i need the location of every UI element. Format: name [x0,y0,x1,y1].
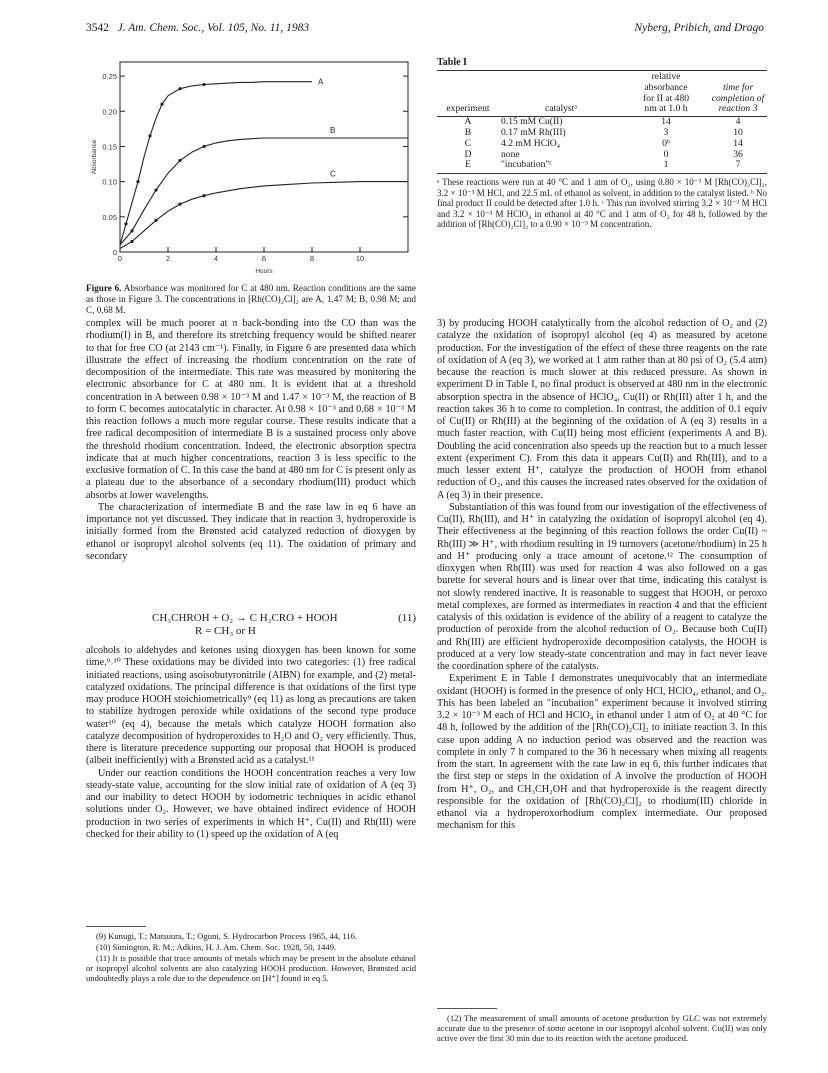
table-notes: ᵃ These reactions were run at 40 °C and 1 atm of O₂, using 0.80 × 10⁻³ M [Rh(CO)₂Cl]₂, 3.2 × 10⁻³ M HCl, and 22.5 mL of ethanol as solvent, in addition to the catalyst listed. ᵇ No final product II could be detected after 1.0 h. ᶜ This run involved stirring 3.2 × 10⁻³ M HCl and 3.2 × 10⁻³ M HClO₄ in ethanol at 40 °C and 1 atm of O₂ for 48 h, followed by the addition of [Rh(CO)₂Cl]₂ to a 0.90 × 10⁻³ M concentration. [437,177,767,230]
right-footnotes [437,1013,767,1044]
footnote-divider [86,926,146,927]
table-row [437,139,767,150]
y-tick-label: 0.20 [102,107,117,117]
data-point [160,103,163,106]
table-row [437,128,767,139]
running-header-authors: Nyberg, Pribich, and Drago [634,22,764,34]
data-point [178,203,181,206]
header-line: relative [651,71,681,82]
cell-absorbance: 0 [663,148,669,160]
data-point [154,188,157,191]
data-point [178,87,181,90]
cell-time: 36 [733,148,743,160]
table-row [437,150,767,161]
running-header-left [86,22,309,34]
table-row [437,160,767,173]
paragraph: Under our reaction conditions the HOOH concentration reaches a very low steady-state value, accounting for the slow initial rate of oxidation of A (eq 3) and our inability to detect HOOH by iodometric techniques in acidic ethanol solutions under O₂. However, we have obtained indirect evidence of HOOH production in two series of experiments in which H⁺, Cu(II) and Rh(III) were checked for their ability to (1) speed up the oxidation of A (eq [86,767,416,840]
column-header-time [709,71,767,117]
y-tick-label: 0.10 [102,177,117,187]
journal-citation: J. Am. Chem. Soc., Vol. 105, No. 11, 1983 [117,22,310,34]
paragraph: 3) by producing HOOH catalytically from the alcohol reduction of O₂ and (2) catalyze the oxidation of isopropyl alcohol (eq 4) as measured by acetone production. For the investigation of the effect of these three reagents on the rate of oxidation of A (eq 3), we worked at 1 atm rather than at 80 psi of O₂ (5.4 atm) because the reaction is much slower at this reduced pressure. As shown in experiment D in Table I, no final product is observed at 480 nm in the electronic absorption spectra in the absence of HClO₄, Cu(II) or Rh(III) after 1 h, and the reaction takes 36 h to come to completion. In contrast, the addition of 0.1 equiv of Cu(II) or Rh(III) at the beginning of the oxidation of A (eq 3) results in a much faster reaction, with Cu(II) being most efficient (experiments A and B). Doubling the acid concentration also speeds up the reaction but to a much lesser extent (experiment C). From this data it appears Cu(II) and Rh(III), and to a much lesser extent H⁺, catalyze the production of HOOH from ethanol reduction of O₂, and this causes the increased rates observed for the oxidation of A (eq 3) in their presence. [437,318,767,501]
series-label-c: C [330,169,336,179]
figure-caption-label: Figure 6. [86,283,122,293]
cell-time: 4 [735,116,741,128]
header-line: reaction 3 [718,103,758,115]
plot-frame [120,62,408,252]
equation-number: (11) [398,612,416,624]
column-header-absorbance [623,71,709,117]
footnote-10: (10) Simington, R. M.; Adkins, H. J. Am. Chem. Soc. 1928, 50, 1449. [96,942,337,952]
left-column-text-top [86,318,416,563]
y-tick-label: 0.15 [102,142,117,152]
left-column-text-bottom [86,645,416,841]
paragraph: The characterization of intermediate B and the rate law in eq 6 have an importance not yet discussed. They indicate that in reaction 3, hydroperoxide is initially formed from the Brønsted acid catalyzed reduction of dioxygen by ethanol or isopropyl alcohol solvents (eq 11). The oxidation of primary and secondary [86,501,416,562]
x-tick-label: 2 [165,254,171,263]
cell-catalyst: 0.15 mM Cu(II) [501,116,563,128]
column-header-catalyst: catalystᵃ [545,103,577,115]
data-point [202,83,205,86]
data-point [130,229,133,232]
cell-time: 14 [733,137,743,149]
footnote-9: (9) Kunugi, T.; Matsuura, T.; Oguni, S. Hydrocarbon Process 1965, 44, 116. [96,931,358,941]
x-tick-label: 0 [117,254,123,263]
cell-experiment: C [464,137,472,149]
paragraph: complex will be much poorer at π back-bonding into the CO than was the rhodium(I) in B, and therefore its stretching frequency would be shifted nearer to that for free CO (at 2143 cm⁻¹). Finally, in Figure 6 are presented data which illustrate the effect of increasing the rhodium concentration on the rate of decomposition of the intermediate. This rate was measured by monitoring the electronic absorbance for C at 480 nm. It is evident that at a threshold concentration in A between 0.98 × 10⁻³ M and 1.47 × 10⁻³ M, the reaction of B to form C becomes autocatalytic in character. At 0.98 × 10⁻³ and 0.68 × 10⁻³ M this reaction follows a much more regular course. These results indicate that a free radical decomposition of intermediate B is a sustained process only above the threshold rhodium concentration. Indeed, the electronic absorption spectra indicate that at much higher concentrations, reaction 3 is less specific to the exclusive formation of C. In this case the band at 480 nm for C is present only as a plateau due to the absorbance of a secondary rhodium(III) product which absorbs at lower wavelengths. [86,318,416,501]
header-line: completion of [711,92,765,104]
footnote-11: (11) It is possible that trace amounts of metals which may be present in the absolute ethanol or isopropyl alcohol solvents are also catalyzing HOOH production. However, Brønsted acid undoubtedly plays a role due to the dependence on [H⁺] found in eq 5. [86,953,416,983]
x-axis-label: Hours [255,268,273,275]
footnote-divider [437,1008,497,1009]
figure-caption-text: Absorbance was monitored for C at 480 nm. Reaction conditions are the same as those in Figure 3. The concentrations in [Rh(CO)₂Cl]₂ are A, 1.47 M; B, 0.98 M; and C, 0.68 M. [86,283,416,315]
footnote-12: (12) The measurement of small amounts of acetone production by GLC was not extremely accurate due to the presence of some acetone in our isopropyl alcohol solvent. Cu(II) was only active over the first 30 min due to its reaction with the acetone produced. [437,1013,767,1043]
data-point [202,145,205,148]
y-tick-label: 0.25 [102,72,117,82]
data-point [148,134,151,137]
table-title: Table I [437,57,467,68]
data-point [202,194,205,197]
left-footnotes [86,931,416,984]
x-tick-label: 4 [213,254,219,263]
y-tick-label: 0 [112,248,117,257]
page-number: 3542 [86,22,109,34]
series-line-b [120,138,408,245]
cell-time: 7 [735,159,741,171]
series-line-a [120,82,312,245]
data-point [136,180,139,183]
header-line: for II at 480 [642,92,690,104]
series-label-b: B [330,126,336,135]
column-header-experiment: experiment [446,103,490,115]
cell-catalyst: none [501,148,520,160]
paragraph: Substantiation of this was found from our investigation of the effectiveness of Cu(II), Rh(III), and H⁺ in catalyzing the oxidation of isopropyl alcohol (eq 4). Their effectiveness at the beginning of this reaction follows the order Cu(II) ~ Rh(III) ≫ H⁺, with rhodium resulting in 19 turnovers (acetone/rhodium) in 25 h and H⁺ producing only a trace amount of acetone.¹² The consumption of dioxygen when Rh(III) was used for reaction 4 was also followed on a gas burette for several hours and is linear over that time, indicating this catalyst is not slowly rendered inactive. It is reasonable to suggest that HOOH, or peroxo metal complexes, are formed as intermediates in reaction 4 and that the efficient catalysis of this oxidation is evidence of the ability of a reagent to catalyze the production of peroxide from the alcohol reduction of O₂. Because both Cu(II) and Rh(III) are efficient hydroperoxide decomposition catalysts, the HOOH is produced at a very low steady-state concentration and may in fact never leave the coordination sphere of the catalysts. [437,501,767,672]
cell-catalyst: "incubation"ᶜ [501,159,552,171]
equation-substituent: R = CH₃ or H [195,625,256,637]
y-tick-label: 0.05 [102,212,117,222]
data-point [130,240,133,243]
figure-caption [86,283,416,316]
cell-experiment: D [464,148,472,160]
cell-absorbance: 14 [661,116,671,128]
cell-catalyst: 0.17 mM Rh(III) [501,126,566,138]
cell-absorbance: 3 [663,126,669,138]
data-point [154,219,157,222]
cell-absorbance: 1 [663,159,669,171]
table-1 [437,70,767,174]
right-column-text [437,318,767,833]
cell-time: 10 [733,126,743,138]
cell-experiment: E [465,159,471,171]
header-line: absorbance [644,81,688,93]
figure-6-chart [86,56,416,278]
cell-absorbance: 0ᵇ [662,137,670,149]
header-line: time for [722,81,754,93]
data-point [178,159,181,162]
table-row [437,117,767,128]
series-label-a: A [318,77,324,87]
data-point [124,222,127,225]
equation-body: CH₃CHROH + O₂ → C H₃CRO + HOOH [152,612,338,624]
table-header-row [437,71,767,117]
cell-experiment: A [464,116,472,128]
series-line-c [120,182,408,249]
y-axis-label: Absorbance [91,139,98,175]
x-tick-label: 8 [309,254,315,263]
paragraph: alcohols to aldehydes and ketones using dioxygen has been known for some time.⁹˒¹⁰ These oxidations may be divided into two categories: (1) free radical initiated reactions, using asoisobutyronitrile (AIBN) for example, and (2) metal-catalyzed oxidations. The principal difference is that oxidations of the first type may produce HOOH stoichiometrically⁹ (eq 11) as long as precautions are taken to stabilize hydrogen peroxide while oxidations of the second type produce water¹⁰ (eq 4), because the metals which catalyze HOOH formation also catalyze decomposition of hydroperoxides to H₂O and O₂ very efficiently. Thus, there is literature precedence supporting our proposal that HOOH is produced (albeit inefficiently) with a Brønsted acid as a catalyst.¹¹ [86,645,416,767]
cell-catalyst: 4.2 mM HClO₄ [501,137,561,149]
cell-experiment: B [464,126,472,138]
x-tick-label: 10 [355,254,365,263]
header-line: nm at 1.0 h [644,103,688,115]
paragraph: Experiment E in Table I demonstrates unequivocably that an intermediate oxidant (HOOH) is formed in the presence of only HCl, HClO₄, ethanol, and O₂. This has been labeled an "incubation" experiment because it involved stirring 3.2 × 10⁻³ M each of HCl and HClO₄ in ethanol under 1 atm of O₂ at 40 °C for 48 h, followed by the addition of the [Rh(CO)₂Cl]₂ to initiate reaction 3. In this case upon adding A no induction period was observed and the reaction was complete in only 7 h compared to the 36 h necessary when mixing all reagents from the start. In agreement with the rate law in eq 6, this further indicates that the first step or steps in the oxidation of A involve the production of HOOH from H⁺, O₂, and CH₃CH₂OH and that hydroperoxide is the reagent directly responsible for the oxidation of [Rh(CO)₂Cl]₂ to rhodium(III) chloride in ethanol via a hydroperoxorhodium complex intermediate. Our proposed mechanism for this [437,673,767,832]
x-tick-label: 6 [261,254,267,263]
